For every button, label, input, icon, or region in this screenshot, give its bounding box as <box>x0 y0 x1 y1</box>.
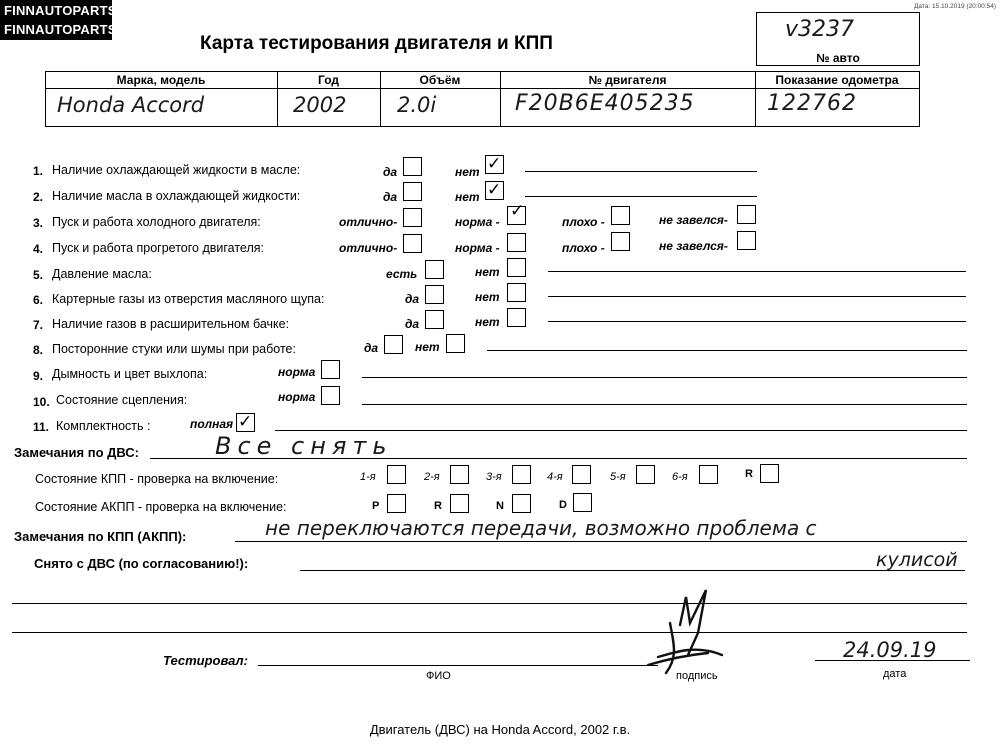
row-3-checkbox-bad[interactable] <box>611 206 630 225</box>
check-mark-icon: ✓ <box>238 412 253 432</box>
engine-remarks-value: Все снять <box>215 432 393 460</box>
kpp-gear-5-label: 5-я <box>610 471 626 483</box>
kpp-gear-6-label: 6-я <box>672 471 688 483</box>
row-6-opt-no: нет <box>475 290 500 304</box>
image-caption: Двигатель (ДВС) на Honda Accord, 2002 г.в. <box>369 722 631 737</box>
row-3-checkbox-normal[interactable] <box>507 201 526 225</box>
row-6-checkbox-no[interactable] <box>507 283 526 302</box>
kpp-gear-2-label: 2-я <box>424 471 440 483</box>
date-label: дата <box>883 668 907 680</box>
check-mark-icon: ✓ <box>487 180 502 200</box>
kpp-gear-r-checkbox[interactable] <box>760 464 779 483</box>
row-4-opt-excellent: отлично- <box>339 241 398 255</box>
kpp-gear-2-checkbox[interactable] <box>450 465 469 484</box>
row-10-opt-normal: норма <box>278 390 316 404</box>
row-3-opt-normal: норма - <box>455 215 500 229</box>
header-col-year: Год <box>318 73 339 87</box>
row-9-checkbox-normal[interactable] <box>321 360 340 379</box>
akpp-gear-d-checkbox[interactable] <box>573 493 592 512</box>
value-engine-no: F20B6E405235 <box>515 91 695 116</box>
row-11-checkbox-full[interactable] <box>236 413 255 432</box>
row-8-opt-yes: да <box>364 341 379 355</box>
row-2-opt-yes: да <box>383 190 398 204</box>
akpp-gear-p-checkbox[interactable] <box>387 494 406 513</box>
kpp-gear-4-label: 4-я <box>547 471 563 483</box>
row-5-opt-yes: есть <box>386 267 418 281</box>
row-8-number: 8. <box>33 343 44 357</box>
row-1-checkbox-no[interactable] <box>485 155 504 174</box>
row-8-label: Посторонние стуки или шумы при работе: <box>52 342 296 356</box>
row-3-checkbox-excellent[interactable] <box>403 208 422 227</box>
akpp-gear-n-checkbox[interactable] <box>512 494 531 513</box>
row-2-checkbox-no[interactable] <box>485 181 504 200</box>
row-10-label: Состояние сцепления: <box>56 393 188 407</box>
header-col-engine-no: № двигателя <box>588 73 667 87</box>
row-7-label: Наличие газов в расширительном бачке: <box>52 317 290 331</box>
engine-remarks-label: Замечания по ДВС: <box>14 445 139 460</box>
kpp-gear-5-checkbox[interactable] <box>636 465 655 484</box>
row-4-label: Пуск и работа прогретого двигателя: <box>52 241 264 255</box>
akpp-gear-r-checkbox[interactable] <box>450 494 469 513</box>
row-7-checkbox-yes[interactable] <box>425 310 444 329</box>
row-2-opt-no: нет <box>455 190 480 204</box>
signature-label: подпись <box>676 670 718 682</box>
akpp-gear-n-label: N <box>496 500 504 512</box>
row-3-checkbox-no-start[interactable] <box>737 205 756 224</box>
signature-scribble-icon <box>628 585 738 680</box>
value-brand: Honda Accord <box>57 93 205 117</box>
row-4-checkbox-excellent[interactable] <box>403 234 422 253</box>
row-3-opt-excellent: отлично- <box>339 215 398 229</box>
row-8-opt-no: нет <box>415 340 440 354</box>
row-3-opt-bad: плохо - <box>562 215 605 229</box>
row-4-opt-bad: плохо - <box>562 241 605 255</box>
check-mark-icon: ✓ <box>487 154 502 174</box>
row-8-checkbox-no[interactable] <box>446 334 465 353</box>
kpp-gear-3-checkbox[interactable] <box>512 465 531 484</box>
header-table <box>45 71 920 127</box>
row-7-checkbox-no[interactable] <box>507 308 526 327</box>
row-1-opt-no: нет <box>455 165 480 179</box>
akpp-label: Состояние АКПП - проверка на включение: <box>35 500 287 514</box>
kpp-gear-6-checkbox[interactable] <box>699 465 718 484</box>
row-10-checkbox-normal[interactable] <box>321 386 340 405</box>
vehicle-number-box <box>756 12 920 66</box>
row-9-opt-normal: норма <box>278 365 316 379</box>
row-1-label: Наличие охлаждающей жидкости в масле: <box>52 163 301 177</box>
row-2-number: 2. <box>33 190 44 204</box>
tested-label: Тестировал: <box>163 653 248 668</box>
row-4-checkbox-normal[interactable] <box>507 233 526 252</box>
date-stamp: Дата: 15.10.2019 (20:00:54) <box>914 3 996 10</box>
header-col-odometer: Показание одометра <box>775 73 899 87</box>
row-5-checkbox-no[interactable] <box>507 258 526 277</box>
value-volume: 2.0i <box>397 93 437 117</box>
header-col-volume: Объём <box>419 73 461 87</box>
row-9-number: 9. <box>33 369 44 383</box>
row-9-label: Дымность и цвет выхлопа: <box>52 367 208 381</box>
vehicle-number-value: v3237 <box>785 17 855 42</box>
row-11-opt-full: полная <box>190 417 234 431</box>
signature-image <box>628 585 738 680</box>
logo <box>0 0 117 40</box>
fio-label: ФИО <box>426 670 451 682</box>
vehicle-number-label: № авто <box>816 51 860 65</box>
row-1-checkbox-yes[interactable] <box>403 157 422 176</box>
row-5-number: 5. <box>33 268 44 282</box>
value-year: 2002 <box>293 93 347 117</box>
kpp-gear-1-label: 1-я <box>360 471 376 483</box>
row-2-checkbox-yes[interactable] <box>403 182 422 201</box>
kpp-gear-4-checkbox[interactable] <box>572 465 591 484</box>
value-odometer: 122762 <box>767 91 857 116</box>
header-col-brand: Марка, модель <box>116 73 206 87</box>
row-4-checkbox-bad[interactable] <box>611 232 630 251</box>
page-title: Карта тестирования двигателя и КПП <box>200 33 553 54</box>
row-6-checkbox-yes[interactable] <box>425 285 444 304</box>
row-2-label: Наличие масла в охлаждающей жидкости: <box>52 189 301 203</box>
row-10-number: 10. <box>33 395 50 409</box>
row-6-label: Картерные газы из отверстия масляного щупа: <box>52 292 325 306</box>
row-7-opt-no: нет <box>475 315 500 329</box>
akpp-gear-p-label: P <box>372 500 380 512</box>
kpp-remarks-line-2: кулисой <box>876 549 958 571</box>
check-mark-icon: ✓ <box>510 201 525 221</box>
row-7-opt-yes: да <box>405 317 420 331</box>
kpp-gear-3-label: 3-я <box>486 471 502 483</box>
logo-text-top: FINNAUTOPARTS <box>4 3 117 18</box>
kpp-gear-1-checkbox[interactable] <box>387 465 406 484</box>
row-6-number: 6. <box>33 293 44 307</box>
row-4-number: 4. <box>33 242 44 256</box>
row-3-number: 3. <box>33 216 44 230</box>
row-4-opt-normal: норма - <box>455 241 500 255</box>
kpp-label: Состояние КПП - проверка на включение: <box>35 472 279 486</box>
row-5-label: Давление масла: <box>52 267 152 281</box>
akpp-gear-r-label: R <box>434 500 442 512</box>
row-11-number: 11. <box>33 420 50 434</box>
row-1-number: 1. <box>33 164 44 178</box>
row-8-checkbox-yes[interactable] <box>384 335 403 354</box>
row-7-number: 7. <box>33 318 44 332</box>
kpp-remarks-line-1: не переключаются передачи, возможно проблема с <box>265 516 817 540</box>
kpp-remarks-label: Замечания по КПП (АКПП): <box>14 529 187 544</box>
tested-date-value: 24.09.19 <box>843 638 937 662</box>
row-3-opt-no-start: не завелся- <box>659 213 728 227</box>
row-3-label: Пуск и работа холодного двигателя: <box>52 215 261 229</box>
logo-text-bottom: FINNAUTOPARTS <box>4 22 117 37</box>
row-4-checkbox-no-start[interactable] <box>737 231 756 250</box>
row-5-checkbox-yes[interactable] <box>425 260 444 279</box>
row-6-opt-yes: да <box>405 292 420 306</box>
row-11-label: Комплектность : <box>56 419 151 433</box>
kpp-gear-r-label: R <box>745 468 753 480</box>
row-5-opt-no: нет <box>475 265 500 279</box>
row-4-opt-no-start: не завелся- <box>659 239 728 253</box>
row-1-opt-yes: да <box>383 165 398 179</box>
akpp-gear-d-label: D <box>559 499 567 511</box>
removed-label: Снято с ДВС (по согласованию!): <box>34 556 249 571</box>
